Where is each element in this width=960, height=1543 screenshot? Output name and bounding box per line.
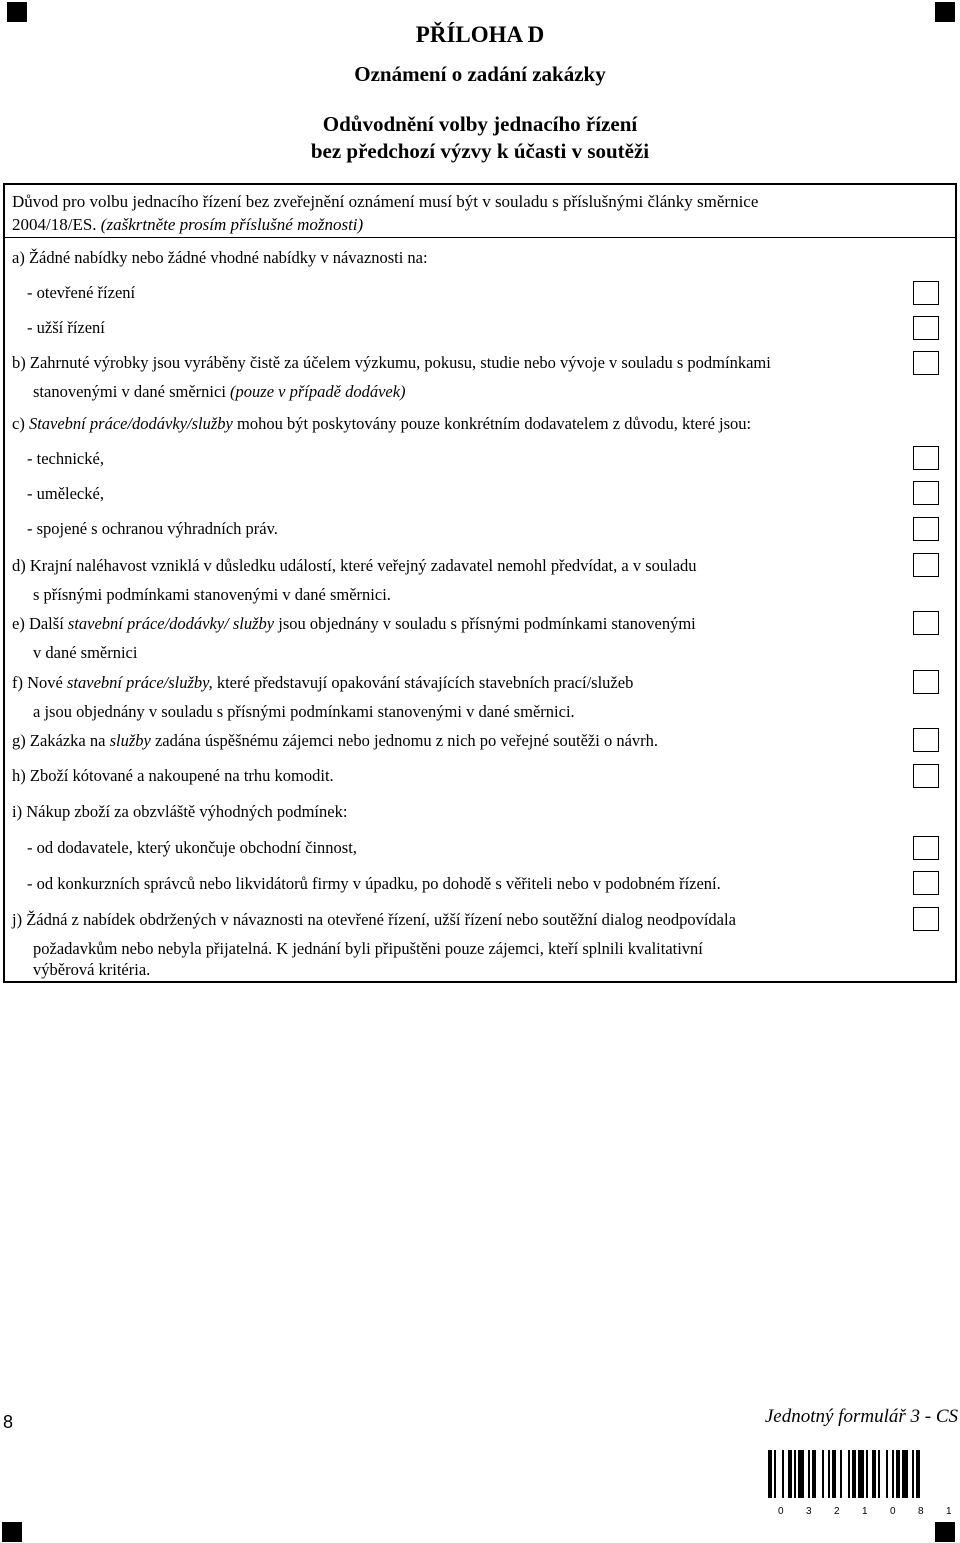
item-i-sub1: - od dodavatele, který ukončuje obchodní činnost, [27, 838, 357, 857]
item-b-line2-text: stanovenými v dané směrnici [33, 382, 226, 401]
item-e-italic: stavební práce/dodávky/ služby [67, 614, 275, 633]
item-c-prefix: c) [12, 414, 25, 433]
barcode-bar [878, 1450, 880, 1498]
checkbox-a-open-procedure[interactable] [913, 281, 939, 305]
checkbox-e-additional-works[interactable] [913, 611, 939, 635]
barcode-bar [774, 1450, 776, 1498]
item-b-line2 [33, 382, 406, 402]
item-e-rest: jsou objednány v souladu s přísnými podmínkami stanovenými [278, 614, 696, 633]
barcode-bar [858, 1450, 864, 1498]
barcode-bar [902, 1450, 908, 1498]
item-c-sub2: - umělecké, [27, 484, 104, 503]
barcode-bar [782, 1450, 784, 1498]
barcode-bar [896, 1450, 900, 1498]
item-i-text: i) Nákup zboží za obzvláště výhodných podmínek: [12, 802, 348, 821]
intro-line2 [12, 215, 363, 235]
barcode-digit: 3 [806, 1506, 812, 1517]
intro-line1: Důvod pro volbu jednacího řízení bez zveřejnění oznámení musí být v souladu s příslušnými články směrnice [12, 192, 759, 211]
barcode-bar [872, 1450, 876, 1498]
barcode-bar [798, 1450, 804, 1498]
intro-instruction: (zaškrtněte prosím příslušné možnosti) [100, 215, 364, 234]
registration-mark-top-left [7, 2, 27, 22]
checkbox-f-repetition[interactable] [913, 670, 939, 694]
item-c-sub3: - spojené s ochranou výhradních práv. [27, 519, 278, 538]
checkbox-i-winding-up[interactable] [913, 836, 939, 860]
barcode-digit: 0 [778, 1506, 784, 1517]
item-e-line1 [12, 614, 696, 634]
item-c-rest: mohou být poskytovány pouze konkrétním dodavatelem z důvodu, které jsou: [236, 414, 752, 433]
item-a-text: a) Žádné nabídky nebo žádné vhodné nabídky v návaznosti na: [12, 248, 428, 267]
barcode-bar [812, 1450, 816, 1498]
item-i-sub2: - od konkurzních správců nebo likvidátorů firmy v úpadku, po dohodě s věřiteli nebo v podobném řízení. [27, 874, 721, 893]
item-b-line1: b) Zahrnuté výrobky jsou vyráběny čistě za účelem výzkumu, pokusu, studie nebo vývoje v souladu s podmínkami [12, 353, 771, 372]
item-g-prefix: g) Zakázka na [12, 731, 106, 750]
form-frame [3, 183, 957, 983]
barcode-bar [886, 1450, 888, 1498]
notice-title: Oznámení o zadání zakázky [354, 62, 606, 86]
registration-mark-bottom-right [935, 1522, 955, 1542]
barcode-bar [840, 1450, 842, 1498]
checkbox-g-design-contest[interactable] [913, 728, 939, 752]
barcode-digit: 0 [890, 1506, 896, 1517]
registration-mark-top-right [935, 2, 955, 22]
checkbox-j-unacceptable-tenders[interactable] [913, 907, 939, 931]
item-d-line2: s přísnými podmínkami stanovenými v dané směrnici. [33, 585, 391, 604]
item-d-line1: d) Krajní naléhavost vzniklá v důsledku událostí, které veřejný zadavatel nemohl předvídat, a v souladu [12, 556, 697, 575]
barcode-bar [768, 1450, 772, 1498]
checkbox-b-research[interactable] [913, 351, 939, 375]
checkbox-c-technical[interactable] [913, 446, 939, 470]
barcode-bar [866, 1450, 868, 1498]
item-j-line3: výběrová kritéria. [33, 960, 151, 979]
item-c-text [12, 414, 751, 434]
barcode-bar [794, 1450, 796, 1498]
checkbox-c-artistic[interactable] [913, 481, 939, 505]
barcode-bar [848, 1450, 850, 1498]
item-f-line1 [12, 673, 633, 693]
intro-separator [3, 237, 957, 238]
item-e-prefix: e) Další [12, 614, 64, 633]
item-g-rest: zadána úspěšnému zájemci nebo jednomu z nich po veřejné soutěži o návrh. [154, 731, 659, 750]
barcode-bar [892, 1450, 894, 1498]
barcode-digit: 1 [862, 1506, 868, 1517]
barcode-bar [832, 1450, 836, 1498]
item-j-line1: j) Žádná z nabídek obdržených v návaznosti na otevřené řízení, užší řízení nebo soutěžní dialog neodpovídala [12, 910, 736, 929]
item-c-italic: Stavební práce/dodávky/služby [28, 414, 233, 433]
barcode-bar [852, 1450, 856, 1498]
barcode-bar [828, 1450, 830, 1498]
barcode-digit: 2 [834, 1506, 840, 1517]
checkbox-c-exclusive-rights[interactable] [913, 517, 939, 541]
item-f-prefix: f) Nové [12, 673, 63, 692]
item-c-sub1: - technické, [27, 449, 104, 468]
checkbox-d-urgency[interactable] [913, 553, 939, 577]
item-j-line2: požadavkům nebo nebyla přijatelná. K jednání byli připuštěni pouze zájemci, kteří splnili kvalitativní [33, 939, 703, 958]
item-e-line2: v dané směrnici [33, 643, 138, 662]
page-number: 8 [3, 1412, 14, 1432]
barcode-digit: 1 [946, 1506, 952, 1517]
barcode-bar [916, 1450, 920, 1498]
section-title-line1: Odůvodnění volby jednacího řízení [322, 112, 638, 136]
item-a-sub1: - otevřené řízení [27, 283, 136, 302]
item-a-sub2: - užší řízení [27, 318, 105, 337]
barcode-bar [788, 1450, 792, 1498]
checkbox-h-commodity[interactable] [913, 764, 939, 788]
barcode-digit: 8 [918, 1506, 924, 1517]
checkbox-a-restricted-procedure[interactable] [913, 316, 939, 340]
item-h-text: h) Zboží kótované a nakoupené na trhu komodit. [12, 766, 334, 785]
item-f-rest: které představují opakování stávajících stavebních prací/služeb [216, 673, 634, 692]
barcode-bar [808, 1450, 810, 1498]
form-name: Jednotný formulář 3 - CS [764, 1406, 958, 1427]
section-title-line2: bez předchozí výzvy k účasti v soutěži [310, 139, 650, 163]
item-f-line2: a jsou objednány v souladu s přísnými podmínkami stanovenými v dané směrnici. [33, 702, 575, 721]
barcode-bar [912, 1450, 914, 1498]
item-b-line2-note: (pouze v případě dodávek) [230, 382, 406, 401]
intro-directive: 2004/18/ES. [12, 215, 97, 234]
item-g-italic: služby [109, 731, 151, 750]
item-g-text [12, 731, 658, 751]
annex-title: PŘÍLOHA D [415, 22, 545, 47]
item-f-italic: stavební práce/služby, [66, 673, 213, 692]
registration-mark-bottom-left [2, 1522, 22, 1542]
checkbox-i-insolvency[interactable] [913, 871, 939, 895]
barcode-bar [822, 1450, 824, 1498]
barcode [768, 1450, 958, 1498]
